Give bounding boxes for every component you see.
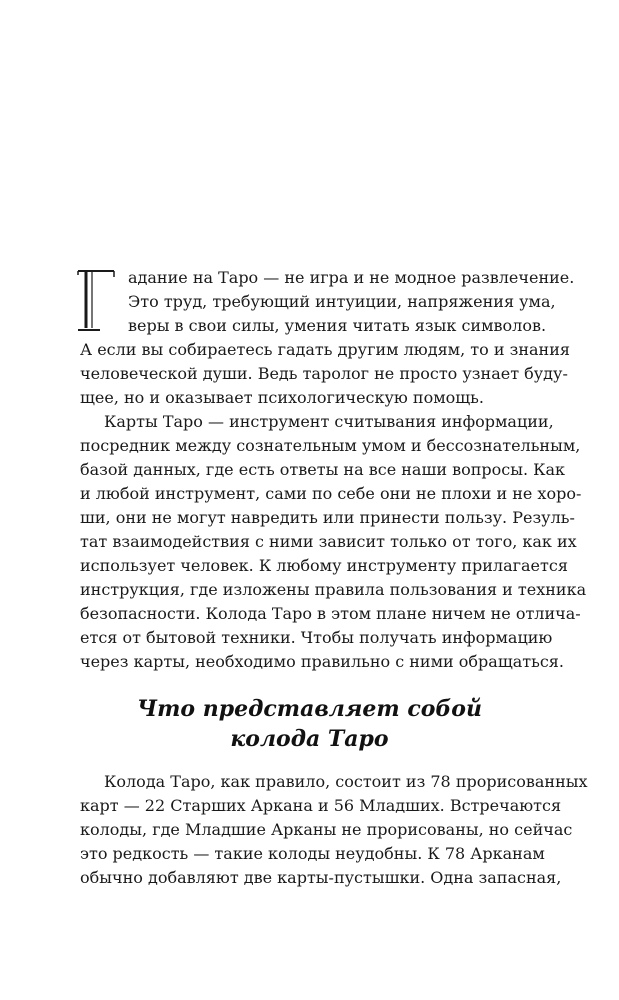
p2-line-8: инструкция, где изложены правила пользования и техника <box>80 580 587 599</box>
intro-line-4: А если вы собираетесь гадать другим людям, то и знания <box>80 340 570 359</box>
p2-line-2: посредник между сознательным умом и бессознательным, <box>80 436 581 455</box>
p2-line-4: и любой инструмент, сами по себе они не плохи и не хоро- <box>80 484 582 503</box>
section-heading-line-1: Что представляет собой <box>137 696 482 722</box>
drop-cap-letter-icon <box>76 266 116 336</box>
p3-line-2: карт — 22 Старших Аркана и 56 Младших. Встречаются <box>80 796 562 815</box>
p2-line-1: Карты Таро — инструмент считывания информации, <box>104 412 554 431</box>
intro-line-1: адание на Таро — не игра и не модное развлечение. <box>128 268 575 287</box>
p2-line-9: безопасности. Колода Таро в этом плане ничем не отлича- <box>80 604 581 623</box>
p2-line-10: ется от бытовой техники. Чтобы получать информацию <box>80 628 553 647</box>
intro-line-3: веры в свои силы, умения читать язык символов. <box>128 316 547 335</box>
intro-line-2: Это труд, требующий интуиции, напряжения ума, <box>128 292 556 311</box>
p2-line-11: через карты, необходимо правильно с ними обращаться. <box>80 652 564 671</box>
p3-line-1: Колода Таро, как правило, состоит из 78 прорисованных <box>104 772 588 791</box>
intro-line-5: человеческой души. Ведь таролог не просто узнает буду- <box>80 364 568 383</box>
p2-line-5: ши, они не могут навредить или принести пользу. Резуль- <box>80 508 575 527</box>
p3-line-4: это редкость — такие колоды неудобны. К 78 Арканам <box>80 844 545 863</box>
p2-line-3: базой данных, где есть ответы на все наши вопросы. Как <box>80 460 566 479</box>
p2-line-7: использует человек. К любому инструменту прилагается <box>80 556 568 575</box>
p3-line-3: колоды, где Младшие Арканы не прорисованы, но сейчас <box>80 820 573 839</box>
intro-line-6: щее, но и оказывает психологическую помощь. <box>80 388 484 407</box>
p2-line-6: тат взаимодействия с ними зависит только от того, как их <box>80 532 577 551</box>
section-heading-line-2: колода Таро <box>230 726 389 752</box>
p3-line-5: обычно добавляют две карты-пустышки. Одна запасная, <box>80 868 562 887</box>
